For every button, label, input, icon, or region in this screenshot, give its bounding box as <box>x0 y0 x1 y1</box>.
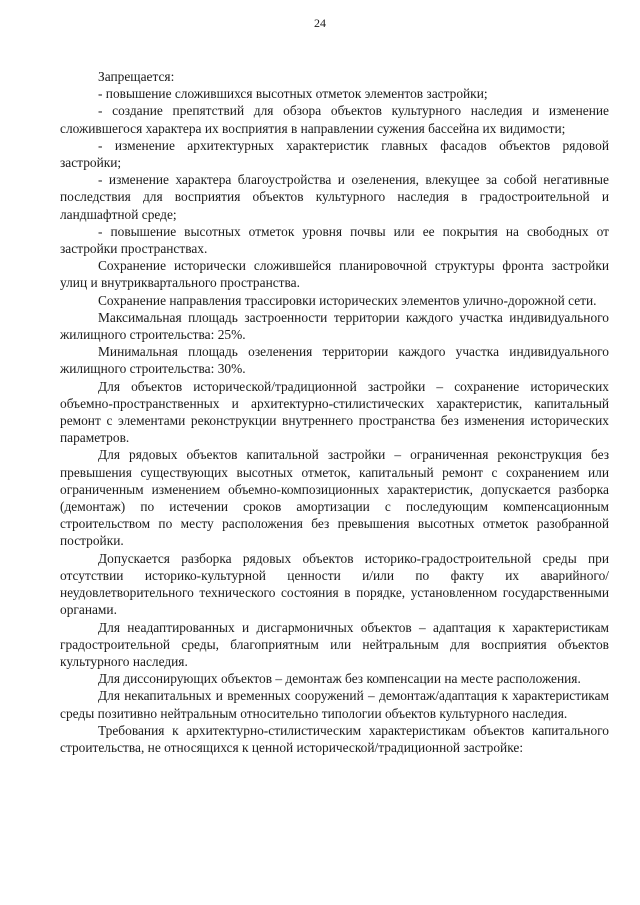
paragraph: Для рядовых объектов капитальной застройки – ограниченная реконструкция без превышения существующих высотных отметок, капитальный ремонт с сохранением или ограниченным изменением объемно-композиционных характеристик, допускается разборка (демонтаж) по истечении сроков амортизации с последующим компенсационным строительством по месту расположения без превышения высотных отметок разобранной постройки. <box>60 447 609 549</box>
paragraph: Допускается разборка рядовых объектов историко-градостроительной среды при отсутствии историко-культурной ценности и/или по факту их аварийного/неудовлетворительного технического состояния в порядке, установленном государственными органами. <box>60 550 609 618</box>
paragraph: - изменение архитектурных характеристик главных фасадов объектов рядовой застройки; <box>60 137 609 171</box>
paragraph: Максимальная площадь застроенности территории каждого участка индивидуального жилищного строительства: 25%. <box>60 309 609 343</box>
paragraph: Запрещается: <box>98 69 175 84</box>
paragraph: Требования к архитектурно-стилистическим характеристикам объектов капитального строительства, не относящихся к ценной исторической/традиционной застройке: <box>60 722 609 755</box>
paragraph: Для неадаптированных и дисгармоничных объектов – адаптация к характеристикам градостроительной среды, благоприятным или нейтральным для восприятия объектов культурного наследия. <box>60 619 609 669</box>
paragraph: Минимальная площадь озеленения территории каждого участка индивидуального жилищного строительства: 30%. <box>60 344 609 377</box>
paragraph: Для объектов исторической/традиционной застройки – сохранение исторических объемно-пространственных и архитектурно-стилистических характеристик, капитальный ремонт с элементами реконструкции внутреннего пространства без изменения исторических параметров. <box>60 378 609 446</box>
paragraph: - изменение характера благоустройства и озеленения, влекущее за собой негативные последствия для восприятия объектов культурного наследия в градостроительной и ландшафтной среде; <box>60 172 609 222</box>
document-body <box>60 68 609 756</box>
paragraph: - создание препятствий для обзора объектов культурного наследия и изменение сложившегося характера их восприятия в направлении сужения бассейна их видимости; <box>60 103 609 136</box>
paragraph: Для диссонирующих объектов – демонтаж без компенсации на месте расположения. <box>98 671 581 687</box>
paragraph: Сохранение исторически сложившейся планировочной структуры фронта застройки улиц и внутриквартального пространства. <box>60 258 609 291</box>
paragraph: Для некапитальных и временных сооружений – демонтаж/адаптация к характеристикам среды позитивно нейтральным относительно типологии объектов культурного наследия. <box>60 688 609 721</box>
paragraph: - повышение сложившихся высотных отметок элементов застройки; <box>98 86 488 102</box>
page-number: 24 <box>314 16 326 30</box>
paragraph: - повышение высотных отметок уровня почвы или ее покрытия на свободных от застройки пространствах. <box>60 223 609 257</box>
paragraph: Сохранение направления трассировки исторических элементов улично-дорожной сети. <box>98 292 597 308</box>
